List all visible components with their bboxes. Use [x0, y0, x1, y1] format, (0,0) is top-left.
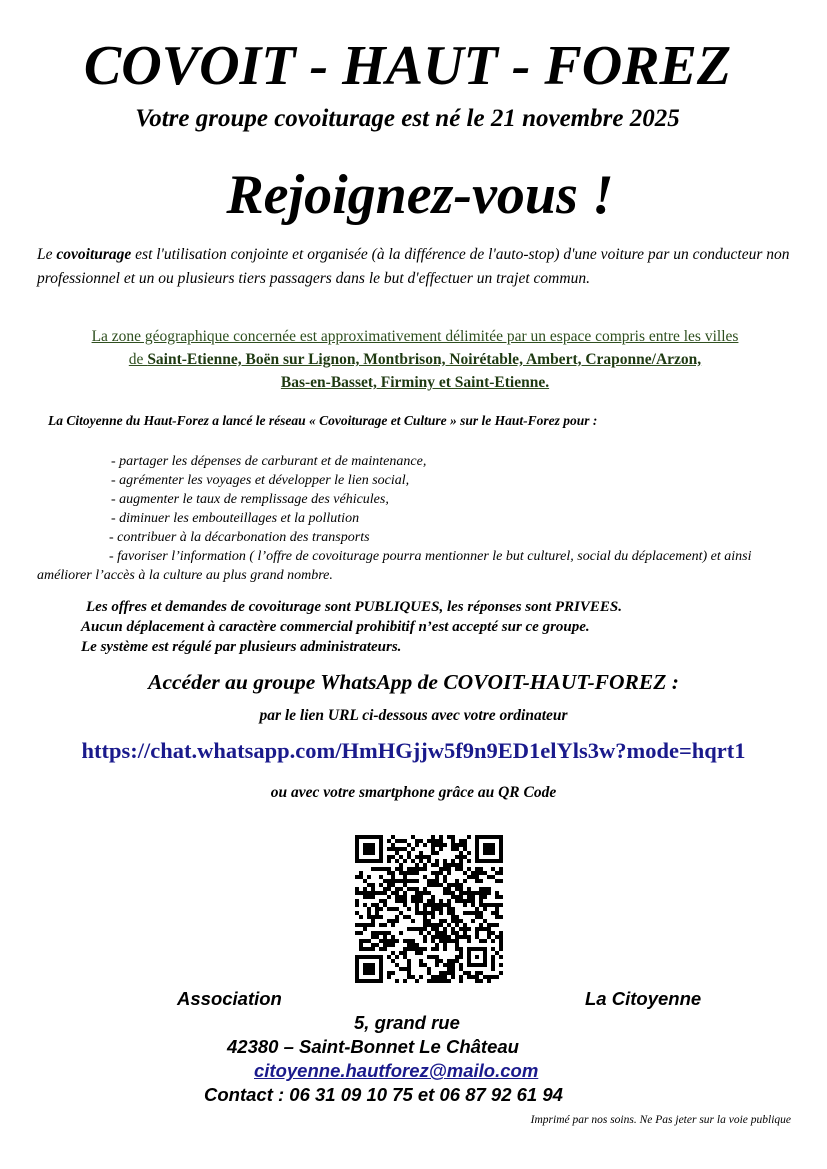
access-heading: Accéder au groupe WhatsApp de COVOIT-HAUT-FOREZ :: [148, 670, 679, 694]
goals-list: [37, 452, 797, 585]
whatsapp-link[interactable]: https://chat.whatsapp.com/HmHGjjw5f9n9ED1elYls3w?mode=hqrt1: [81, 738, 746, 763]
goal-item: - contribuer à la décarbonation des transports: [109, 530, 370, 545]
goal-item: - augmenter le taux de remplissage des véhicules,: [111, 492, 389, 507]
zone-cities-2: Bas-en-Basset, Firminy et Saint-Etienne.: [280, 374, 550, 391]
page-title: COVOIT - HAUT - FOREZ: [83, 35, 732, 97]
footnote: Imprimé par nos soins. Ne Pas jeter sur la voie publique: [530, 1114, 791, 1126]
org-label-left: Association: [177, 988, 282, 1009]
rules-block: [81, 597, 781, 657]
email-link[interactable]: citoyenne.hautforez@mailo.com: [254, 1060, 539, 1081]
intro-text: est l'utilisation conjointe et organisée (à la différence de l'auto-stop) d'une voiture par un conducteur non professionnel et un ou plusieurs tiers passagers dans le but d'effectuer un trajet commun.: [37, 246, 790, 287]
rule-line: Aucun déplacement à caractère commercial prohibitif n’est accepté sur ce groupe.: [81, 619, 590, 635]
by-url-text: par le lien URL ci-dessous avec votre ordinateur: [259, 707, 568, 724]
intro-prefix: Le: [37, 246, 57, 263]
goal-item: - favoriser l’information ( l’offre de covoiturage pourra mentionner le but culturel, social du déplacement) et ainsi améliorer l’accès à la culture au plus grand nombre.: [37, 549, 752, 583]
zone-line-2: [30, 348, 800, 371]
goal-item: - agrémenter les voyages et développer le lien social,: [111, 473, 410, 488]
street-address: 5, grand rue: [354, 1012, 460, 1033]
intro-paragraph: [37, 243, 792, 291]
zone-prefix: de: [128, 351, 148, 368]
rule-line: Le système est régulé par plusieurs administrateurs.: [81, 639, 402, 655]
zone-line-1: La zone géographique concernée est approximativement délimitée par un espace compris entre les villes: [91, 328, 739, 345]
goal-item: - partager les dépenses de carburant et de maintenance,: [111, 454, 427, 469]
city-address: 42380 – Saint-Bonnet Le Château: [227, 1036, 519, 1057]
org-label-right: La Citoyenne: [585, 988, 702, 1009]
intro-keyword: covoiturage: [56, 246, 132, 263]
launch-text: La Citoyenne du Haut-Forez a lancé le réseau « Covoiturage et Culture » sur le Haut-Forez pour :: [48, 413, 598, 428]
contact-phones: Contact : 06 31 09 10 75 et 06 87 92 61 94: [204, 1084, 563, 1105]
qr-code-image: [355, 835, 503, 983]
zone-cities-1: Saint-Etienne, Boën sur Lignon, Montbrison, Noirétable, Ambert, Craponne/Arzon,: [147, 351, 702, 368]
call-to-action: Rejoignez-vous !: [226, 164, 614, 226]
by-qr-text: ou avec votre smartphone grâce au QR Code: [270, 784, 557, 801]
goal-item: - diminuer les embouteillages et la pollution: [111, 511, 360, 526]
page-subtitle: Votre groupe covoiturage est né le 21 novembre 2025: [135, 105, 680, 132]
zone-paragraph: [30, 325, 800, 394]
rule-line: Les offres et demandes de covoiturage sont PUBLIQUES, les réponses sont PRIVEES.: [86, 599, 622, 615]
zone-line-3: [30, 371, 800, 394]
